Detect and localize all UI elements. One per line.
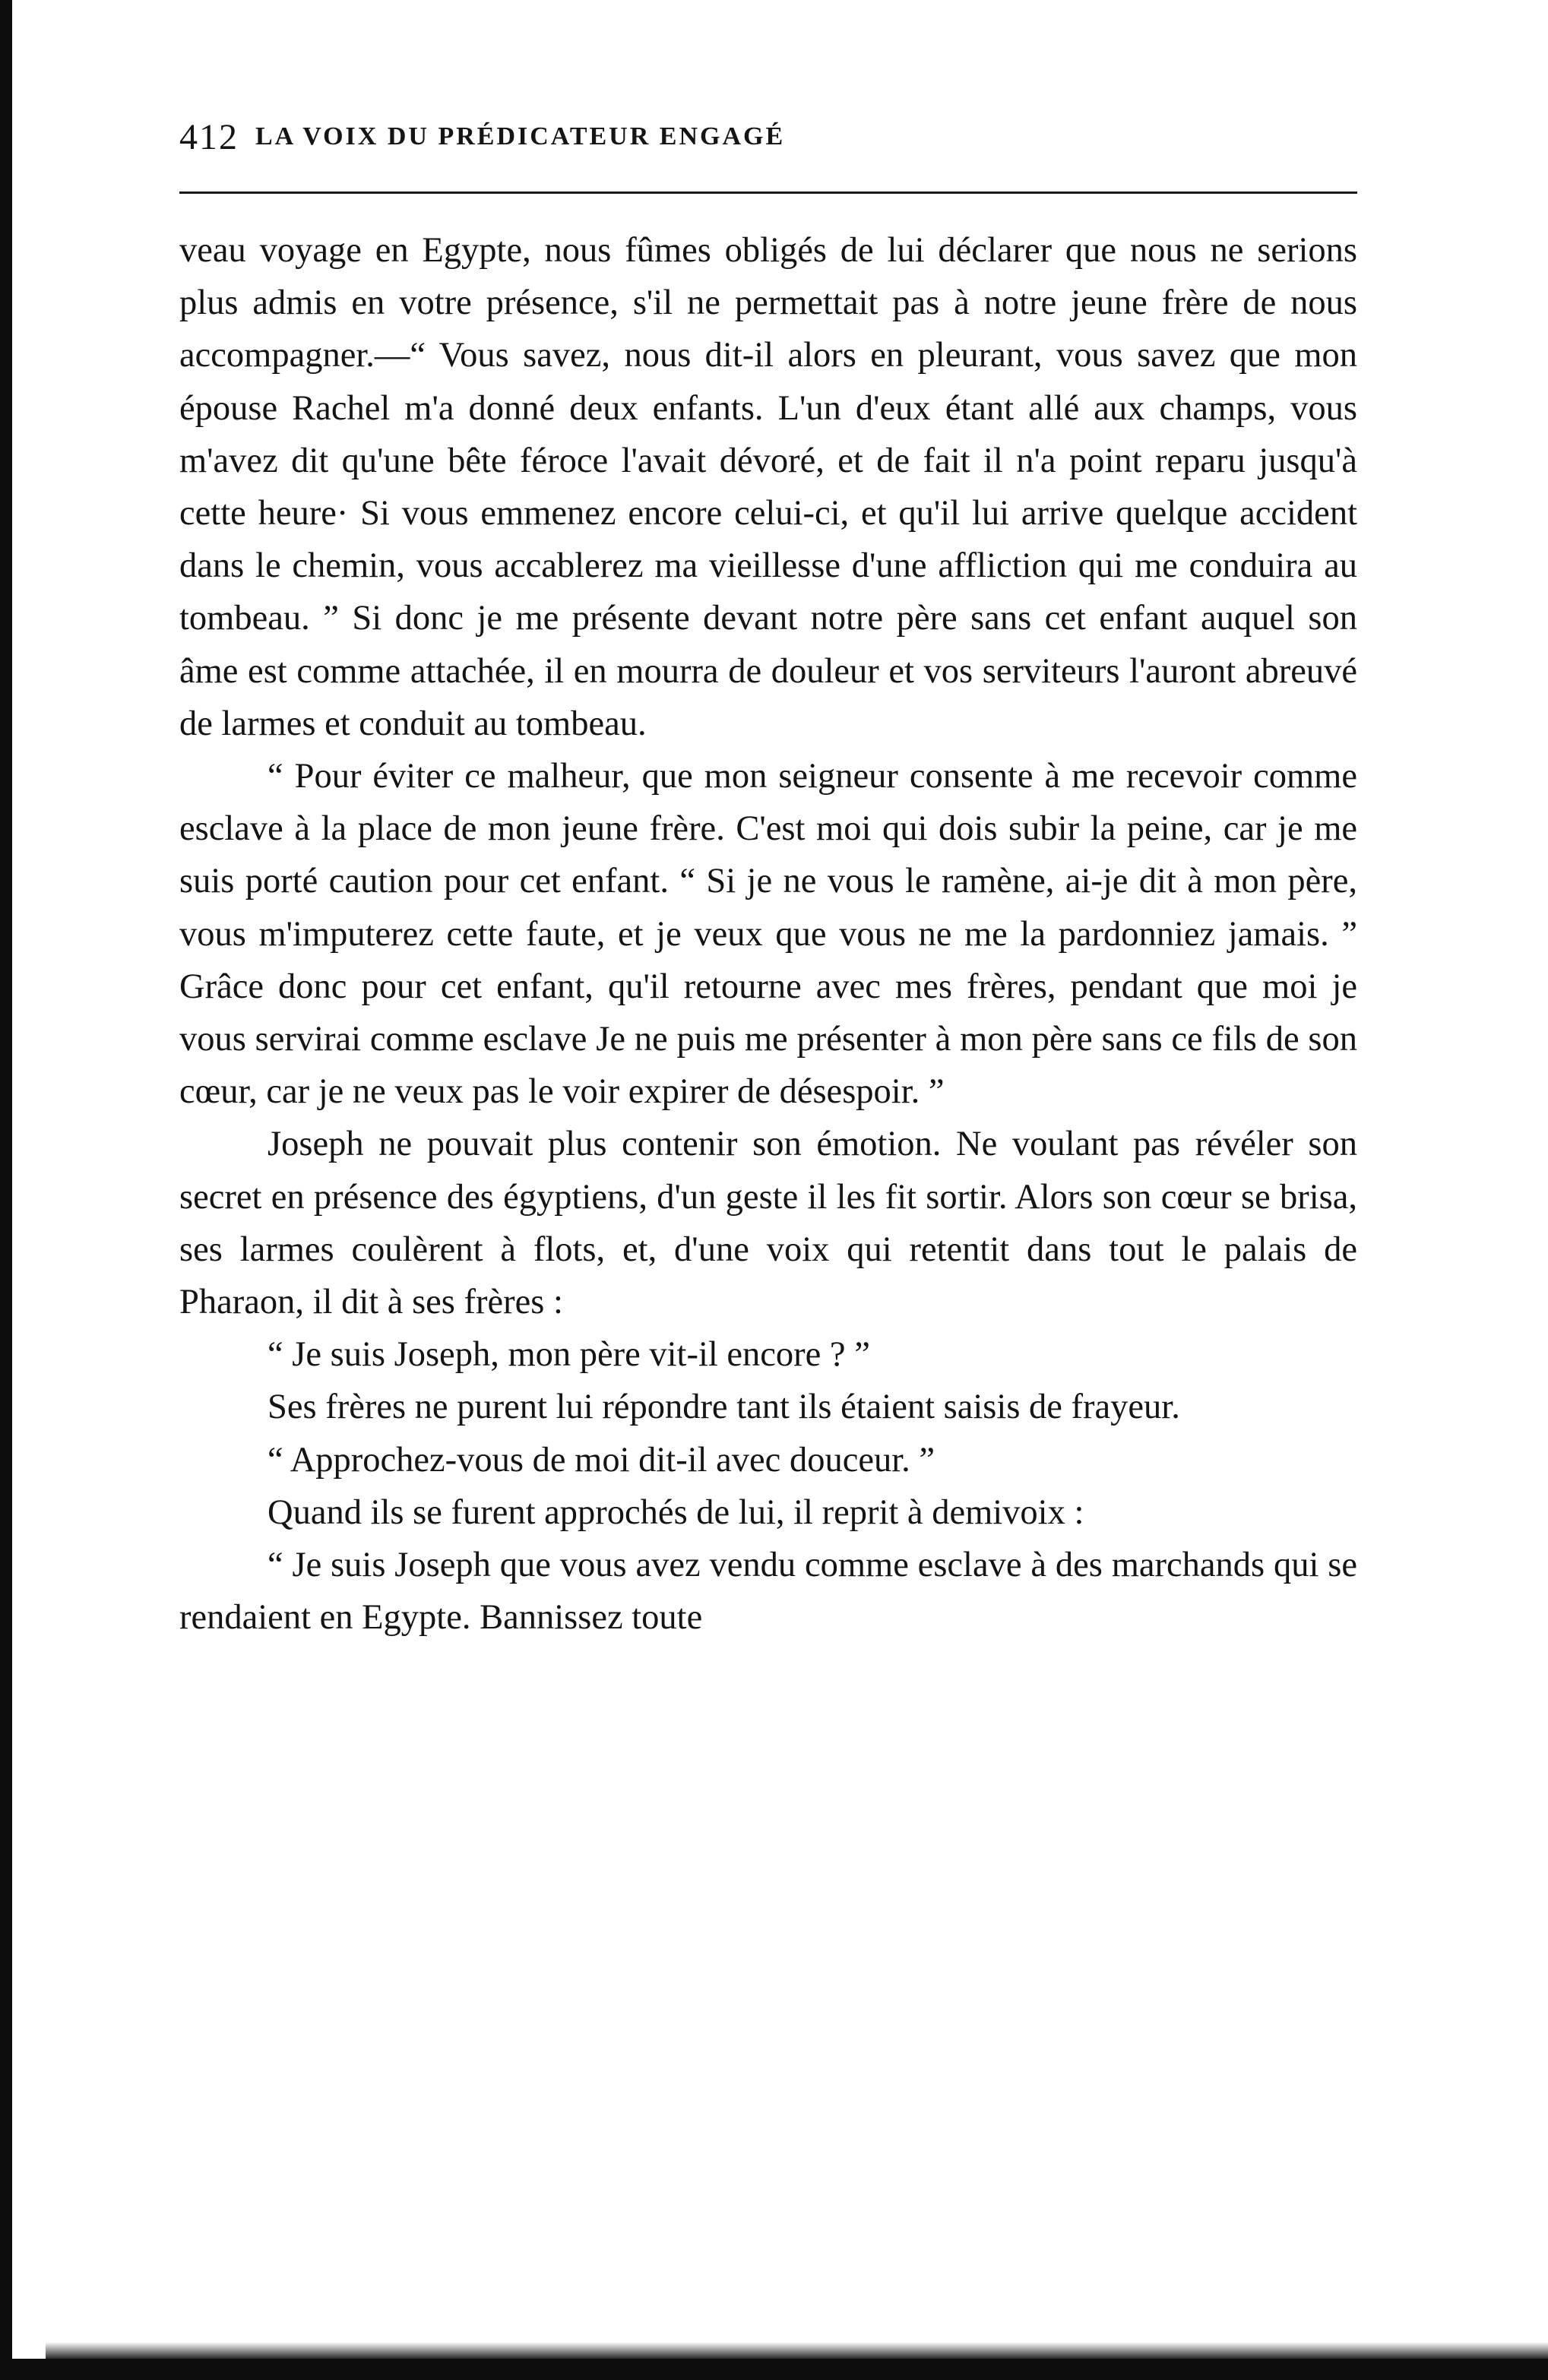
paragraph-1: veau voyage en Egypte, nous fûmes obligés de lui déclarer que nous ne serions plus admis en votre présence, s'il ne permettait pas à notre jeune frère de nous accompagner.—“ Vous savez, nous dit-il alors en pleurant, vous savez que mon épouse Rachel m'a donné deux enfants. L'un d'eux étant allé aux champs, vous m'avez dit qu'une bête féroce l'avait dévoré, et de fait il n'a point reparu jusqu'à cette heure· Si vous emmenez encore celui-ci, et qu'il lui arrive quelque accident dans le chemin, vous accablerez ma vieillesse d'une affliction qui me conduira au tombeau. ” Si donc je me présente devant notre père sans cet enfant auquel son âme est comme attachée, il en mourra de douleur et vos serviteurs l'auront abreuvé de larmes et conduit au tombeau. (179, 231, 1357, 743)
page-header (179, 106, 1357, 167)
running-title: LA VOIX DU PRÉDICATEUR ENGAGÉ (255, 122, 786, 150)
paragraph-3: Joseph ne pouvait plus contenir son émotion. Ne voulant pas révéler son secret en présence des égyptiens, d'un geste il les fit sortir. Alors son cœur se brisa, ses larmes coulèrent à flots, et, d'une voix qui retentit dans tout le palais de Pharaon, il dit à ses frères : (179, 1125, 1357, 1322)
paragraph-6: “ Approchez-vous de moi dit-il avec douceur. ” (267, 1440, 935, 1480)
scan-edge-shadow (46, 2342, 1548, 2359)
paragraph-2: “ Pour éviter ce malheur, que mon seigneur consente à me recevoir comme esclave à la place de mon jeune frère. C'est moi qui dois subir la peine, car je me suis porté caution pour cet enfant. “ Si je ne vous le ramène, ai-je dit à mon père, vous m'imputerez cette faute, et je veux que vous ne me la pardonniez jamais. ” Grâce donc pour cet enfant, qu'il retourne avec mes frères, pendant que moi je vous servirai comme esclave Je ne puis me présenter à mon père sans ce fils de son cœur, car je ne veux pas le voir expirer de désespoir. ” (179, 757, 1357, 1112)
paragraph-5: Ses frères ne purent lui répondre tant ils étaient saisis de frayeur. (267, 1388, 1180, 1427)
paragraph-4: “ Je suis Joseph, mon père vit-il encore ? ” (267, 1335, 870, 1375)
scan-edge-bottom (0, 2359, 1548, 2380)
header-rule (179, 191, 1357, 194)
book-page (179, 106, 1357, 1644)
body-text (179, 224, 1357, 1644)
page-number: 412 (179, 116, 239, 157)
paragraph-7: Quand ils se furent approchés de lui, il reprit à demivoix : (267, 1492, 1084, 1532)
paragraph-8: “ Je suis Joseph que vous avez vendu comme esclave à des marchands qui se rendaient en Egypte. Bannissez toute (179, 1546, 1357, 1638)
scan-edge-left (0, 0, 12, 2380)
